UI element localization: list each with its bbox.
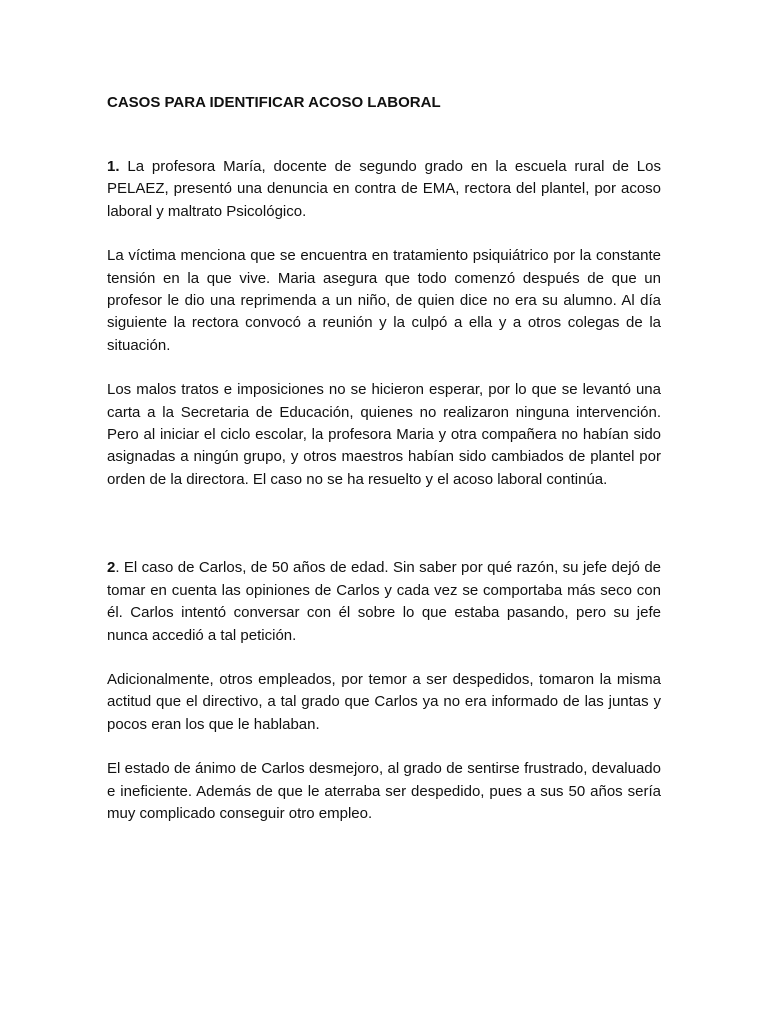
case-2-paragraph-1 [107,557,661,647]
case-2-paragraph-3: El estado de ánimo de Carlos desmejoro, al grado de sentirse frustrado, devaluado e ineficiente. Además de que le aterraba ser despedido, pues a sus 50 años sería muy complicado conseguir otro empleo. [107,760,661,822]
case-2-paragraph-1-text: . El caso de Carlos, de 50 años de edad. Sin saber por qué razón, su jefe dejó de tomar en cuenta las opiniones de Carlos y cada vez se comportaba más seco con él. Carlos intentó conversar con él sobre lo que estaba pasando, pero su jefe nunca accedió a tal petición. [107,559,661,644]
case-1-paragraph-1 [107,156,661,223]
case-1-paragraph-2: La víctima menciona que se encuentra en tratamiento psiquiátrico por la constante tensión en la que vive. Maria asegura que todo comenzó después de que un profesor le dio una reprimenda a un niño, de quien dice no era su alumno. Al día siguiente la rectora convocó a reunión y la culpó a ella y a otros colegas de la situación. [107,247,661,354]
case-1-paragraph-1-text: La profesora María, docente de segundo grado en la escuela rural de Los PELAEZ, presentó una denuncia en contra de EMA, rectora del plantel, por acoso laboral y maltrato Psicológico. [107,158,661,220]
case-1-paragraph-3: Los malos tratos e imposiciones no se hicieron esperar, por lo que se levantó una carta a la Secretaria de Educación, quienes no realizaron ninguna intervención. Pero al iniciar el ciclo escolar, la profesora Maria y otra compañera no habían sido asignadas a ningún grupo, y otros maestros habían sido cambiados de plantel por orden de la directora. El caso no se ha resuelto y el acoso laboral continúa. [107,381,661,488]
case-2-paragraph-2: Adicionalmente, otros empleados, por temor a ser despedidos, tomaron la misma actitud que el directivo, a tal grado que Carlos ya no era informado de las juntas y pocos eran los que le hablaban. [107,670,661,733]
document-body [107,92,661,825]
case-2-number: 2 [107,559,116,577]
document-title: CASOS PARA IDENTIFICAR ACOSO LABORAL [107,94,441,111]
case-1-number: 1. [107,158,120,175]
